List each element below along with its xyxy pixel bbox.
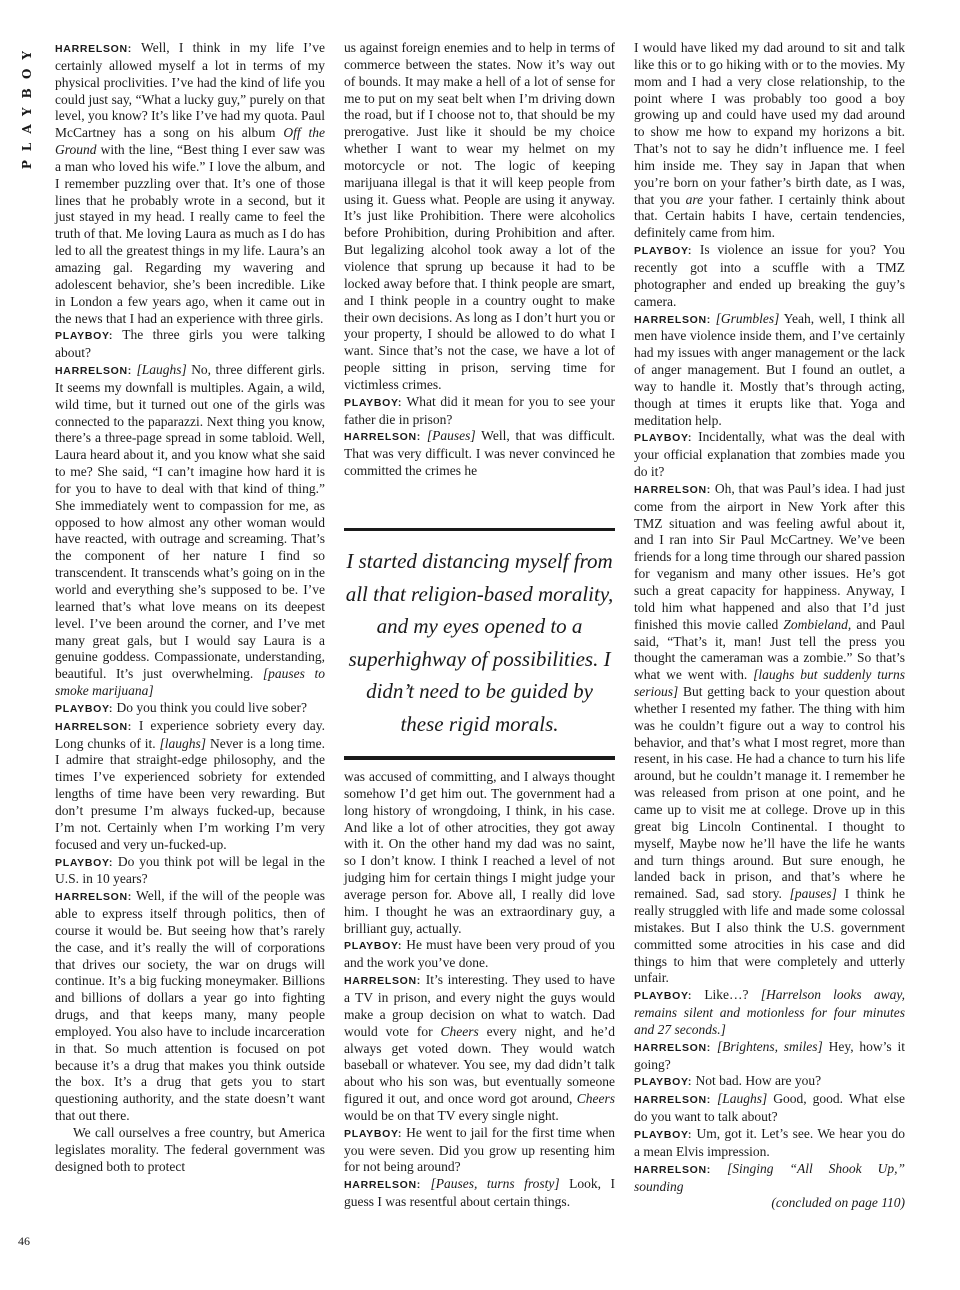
answer-text: Well, if the will of the people was able to express itself through politics, then of course it would be. But seeing how that’s rarely the case, and it’s really the will of corporations that drives our society, the war on drugs will continue. It’s a big fucking moneymaker. Billions and billions of dollars a year go into fighting drugs, and that keeps many, many people employed. You also have to include incarceration in that. So much attention is focused on pot because it’s a drug that makes you think outside the box. It’s a drug that gets you to start questioning authority, and the state doesn’t want that out there. [55,888,325,1124]
answer-paragraph [634,481,905,987]
question-text: What did it mean for you to see your father die in prison? [344,393,615,427]
speaker-label: HARRELSON: [634,1163,711,1176]
magazine-sidebar-label: PLAYBOY [20,42,34,170]
answer-text: No, three different girls. It seems my downfall is multiples. Again, a wild, wild time, but it turned out one of the girls was connected to the paparazzi. Next thing you know, there’s a three-page spread in some tabloid. Well, Laura heard about it, and you know what she said to me? She said, “I can’t imagine how hard it is for you to have to deal with that kind of thing.” She immediately went to compassion for me, as opposed to how almost any other woman would have reacted, with outrage and screaming. That’s the component of her nature I find so transcendent. It transcends what’s going on in the world and everything she’s supposed to be. I’ve learned that’s what love means on its deepest level. I’ve been around the corner, and I’ve met many great gals, but I would say Laura is a genuine goddess. Compassionate, understanding, beautiful. It’s just overwhelming. [55,362,325,682]
speaker-label: HARRELSON: [634,483,711,496]
speaker-label: PLAYBOY: [344,940,403,953]
question-paragraph [634,429,905,481]
answer-paragraph [55,40,325,327]
question-paragraph [344,1125,615,1177]
question-paragraph [634,987,905,1039]
question-text: The three girls you were talking about? [55,327,325,361]
answer-text: and Paul said, “That’s it, man! Just tell the press you thought the cameraman was a zombie.” So that’s what we went with. [634,616,906,683]
answer-text: Look, I guess I was resentful about certain things. [344,1176,616,1210]
answer-paragraph [634,1161,905,1196]
stage-direction: [Grumbles] [715,310,780,326]
question-text: Incidentally, what was the deal with your official explanation that zombies made you do it? [634,429,906,480]
answer-paragraph [634,1091,905,1126]
answer-text: Never is a long time. I admire that straight-edge philosophy, and the times I’ve experienced sobriety for extended lengths of time have been very rewarding. But don’t presume I’m always fucked-up, because I’m not. Certainly when I’m working I’m very focused and very un-fucked-up. [55,735,325,852]
speaker-label: HARRELSON: [344,975,421,988]
answer-paragraph [344,428,615,480]
stage-direction: [Singing “All Shook Up,” sounding [634,1160,905,1194]
show-title: Cheers [440,1023,479,1039]
stage-direction: [laughs] [159,735,207,751]
answer-paragraph [634,311,905,430]
answer-paragraph: We call ourselves a free country, but America legislates morality. The federal government was designed both to protect [55,1125,325,1174]
question-paragraph [634,1126,905,1161]
question-paragraph [55,854,325,889]
question-paragraph [634,242,905,310]
speaker-label: HARRELSON: [634,313,711,326]
question-text: Do you think you could live sober? [116,699,307,715]
speaker-label: PLAYBOY: [55,702,114,715]
show-title: Cheers [576,1091,616,1107]
question-paragraph [634,1073,905,1091]
speaker-label: HARRELSON: [344,431,421,444]
answer-text: would be on that TV every single night. [344,1107,559,1123]
article-column-2 [344,40,615,480]
speaker-label: HARRELSON: [634,1041,711,1054]
answer-paragraph [634,40,905,242]
question-text: Do you think pot will be legal in the U.S. in 10 years? [55,853,325,887]
answer-text: I think he really struggled with life and made some colossal mistakes. But I also think the U.S. government committed some atrocities in his case and did things to him that were completely and utterly unfair. [634,886,906,986]
answer-text: Oh, that was Paul’s idea. I had just come from the airport in New York after this TMZ situation and was feeling awful about it, and I ran into Sir Paul McCartney. We’ve been friends for a long time through our shared passion for veganism and many other issues. He’s got such a great capacity for happiness. Anyway, I told him what happened and also that I’d just finished this movie called [634,480,905,632]
question-paragraph [55,327,325,362]
stage-direction: [pauses] [789,886,837,902]
continuation-note: (concluded on page 110) [771,1195,905,1211]
answer-paragraph: us against foreign enemies and to help in terms of commerce between the states. Now it’s way out of bounds. It may make a hell of a lot of sense for me to put on my seat belt when I’m driving down the road, but if I choose not to, that should be my prerogative. Just like it should be my choice whether I want to wear my helmet on my motorcycle or not. The logic of keeping marijuana illegal is that it will keep people from using it. Guess what. People are using it anyway. It’s just like Prohibition. There were alcoholics before Prohibition, during Prohibition and after. But legalizing alcohol took away a lot of the violence that sprung up because it had to be locked away before that. I think people are smart, and I think people in a country ought to make their own decisions. As long as I don’t hurt you or your property, I should be allowed to do what I want. Since that’s not the case, we have a lot of people sitting in prison, serving time for victimless crimes. [344,40,615,392]
answer-text: Well, I think in my life I’ve certainly allowed myself a lot in terms of my physical proclivities. I’ve had the kind of life you could just say, “What a lucky guy,” purely on that level, you know? It’s like I’ve had my quota. Paul McCartney has a song on his album [55,40,325,141]
answer-text: your father. I certainly think about that. Certain habits I have, certain tendencies, definitely came from him. [634,191,906,241]
answer-paragraph: was accused of committing, and I always thought somehow I’d get him out. The government had a long history of wrongdoing, I think, in his case. And like a lot of other atrocities, they got away with it. On the other hand my dad was no saint, so I don’t know. I think I reached a level of not judging him for certain things I might judge your average person for. Above all, I really did love him. I thought he was an extraordinary guy, a brilliant guy, actually. [344,769,615,936]
speaker-label: PLAYBOY: [55,330,114,343]
speaker-label: HARRELSON: [55,43,132,55]
speaker-label: PLAYBOY: [634,245,693,258]
answer-text: Good, good. What else do you want to talk about? [634,1091,906,1125]
stage-direction: [pauses to smoke marijuana] [55,666,325,699]
answer-text: with the line, “Best thing I ever saw was a man who loved his wife.” I love the album, and I remember puzzling over that. It’s one of those lines that he probably wrote in a second, but it just stayed in my head. I really came to feel the truth of that. Me loving Laura as much as I do has led to all the greatest things in my life. Laura’s an amazing gal. Regarding my wavering and adolescent behavior, she’s been incredible. Like in London a few years ago, when it came out in the news that I had an experience with three girls. [55,142,326,326]
stage-direction: [Pauses, turns frosty] [430,1176,560,1192]
pull-quote [344,528,615,760]
answer-text: I experience sobriety every day. Long chunks of it. [55,717,325,751]
question-text: Not bad. How are you? [695,1073,822,1089]
pull-quote-text: I started distancing myself from all that religion-based morality, and my eyes opened to a superhighway of possibilities. I didn’t need to be guided by these rigid morals. [345,549,614,736]
stage-direction: [Pauses] [426,428,476,444]
page-number: 46 [18,1234,30,1248]
speaker-label: PLAYBOY: [634,990,693,1003]
question-text: Is violence an issue for you? You recently got into a scuffle with a TMZ photographer and ended up breaking the guy’s camera. [634,242,906,309]
album-title: Off the Ground [55,125,325,158]
pull-quote-top-rule [344,528,615,531]
article-column-2-continued [344,769,615,1211]
question-text: Um, got it. Let’s see. We hear you do a mean Elvis impression. [634,1126,906,1159]
question-text: Like…? [704,987,749,1003]
answer-paragraph [55,718,325,854]
answer-text: I would have liked my dad around to sit and talk like this or to go hiking with or to the movies. My mom and I had a very close relationship, to the point where I was probably too good a boy growing up and could have used my dad around to show me how to expand my horizons a bit. That’s not to say he didn’t influence me. I feel him inside me. They say in Japan that when you’re born on your father’s birth date, as I was, that you [634,40,905,207]
answer-text: It’s interesting. They used to have a TV in prison, and every night the guys would make a group decision on what to watch. Dad would vote for [344,972,616,1039]
answer-paragraph [634,1039,905,1074]
question-text: He must have been very proud of you and the work you’ve done. [344,937,615,971]
movie-title: Zombieland, [783,616,852,632]
answer-paragraph [55,362,325,700]
article-column-1 [55,40,325,1176]
answer-paragraph [344,972,615,1125]
answer-text: Hey, how’s it going? [634,1038,905,1072]
answer-text: Well, that was difficult. That was very difficult. I was never convinced he committed the crimes he [344,428,616,479]
answer-paragraph [55,888,325,1125]
speaker-label: PLAYBOY: [634,1129,693,1141]
answer-text: Yeah, well, I think all men have violence inside them, and I’ve certainly had my issues with anger management or the lack of anger management. But I found an outlet, a way to handle it. Mostly that’s through acting, though at times it erupts like that. Yoga and meditation help. [634,310,906,428]
stage-direction: [Laughs] [136,362,187,378]
speaker-label: PLAYBOY: [634,1076,693,1089]
speaker-label: HARRELSON: [344,1179,421,1192]
stage-direction: [Brightens, smiles] [716,1038,823,1054]
speaker-label: PLAYBOY: [55,856,114,869]
stage-direction: [laughs but suddenly turns serious] [634,667,905,700]
question-paragraph [344,937,615,972]
pull-quote-bottom-rule [344,756,615,760]
answer-text: But getting back to your question about whether I resented my father. The thing with him was he couldn’t figure out a way to control his behavior, and that’s what I most regret, more than resent, in his case. He had a chance to turn his life around, but he couldn’t manage it. I remember he was released from prison at one point, and he came up to visit me at college. Drove up in this great big Lincoln Continental. I thought to myself, Maybe now he’ll have the life he wants and turn things around. But sure enough, he landed back in prison, and that’s where he remained. Sad, sad story. [634,684,905,902]
question-text: He went to jail for the first time when you were seven. Did you grow up resenting him for not being around? [344,1124,615,1175]
emphasis: are [685,191,704,207]
answer-text: every night, and he’d always get voted down. They would watch baseball or whatever. You see, my dad didn’t talk about who his son was, but eventually someone figured it out, and once word got around, [344,1023,616,1107]
speaker-label: HARRELSON: [634,1094,711,1107]
question-paragraph [55,700,325,718]
speaker-label: HARRELSON: [55,365,132,378]
question-paragraph [344,394,615,429]
answer-paragraph [344,1176,615,1211]
article-column-3 [634,40,905,1212]
stage-direction: [Harrelson looks away, remains silent and motionless for four minutes and 27 seconds.] [634,987,905,1037]
speaker-label: PLAYBOY: [344,1127,403,1140]
stage-direction: [Laughs] [717,1091,768,1107]
speaker-label: HARRELSON: [55,891,132,904]
speaker-label: HARRELSON: [55,720,132,733]
speaker-label: PLAYBOY: [634,432,693,445]
speaker-label: PLAYBOY: [344,396,403,409]
